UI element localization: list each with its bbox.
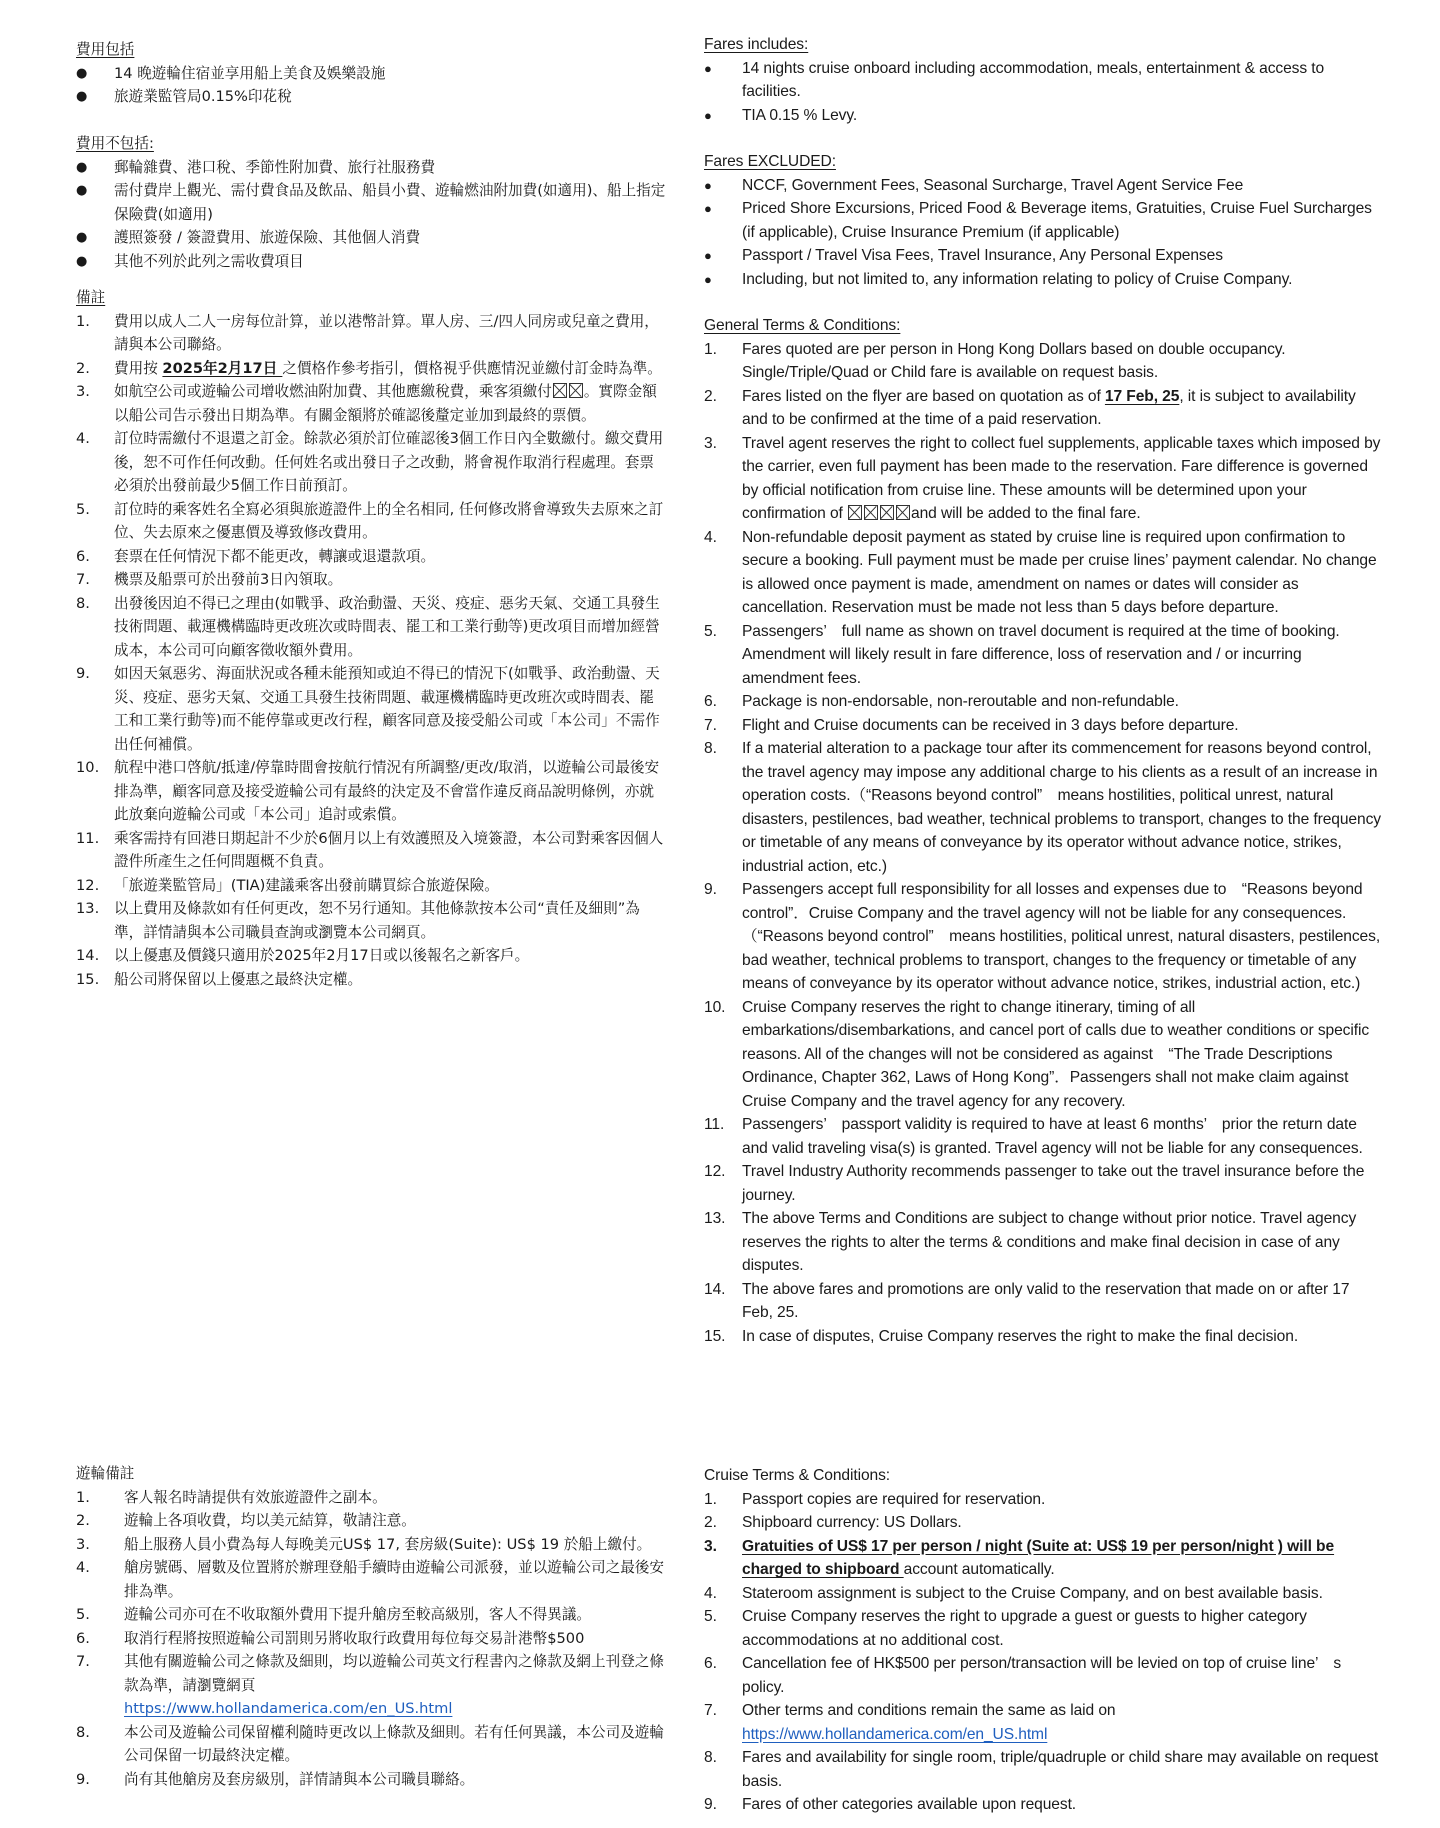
list-item: ● 旅遊業監管局0.15%印花稅 — [76, 85, 666, 109]
list-item: 8. Fares and availability for single room, triple/quadruple or child share may available on request basis. — [704, 1749, 1379, 1790]
en-cruise-terms-section — [704, 1464, 1384, 1817]
hollandamerica-link[interactable]: https://www.hollandamerica.com/en_US.html — [124, 1700, 453, 1717]
list-item: 10. 航程中港口啓航/抵達/停靠時間會按航行情況有所調整/更改/取消，以遊輪公司最後安排為準，顧客同意及接受遊輪公司有最終的決定及不會當作違反商品說明條例，亦就此放棄向遊輪公司或「本公司」追討或索償。 — [76, 759, 660, 823]
bullet-icon: ● — [704, 177, 712, 193]
bullet-icon: ● — [704, 60, 712, 76]
list-item: ● NCCF, Government Fees, Seasonal Surcharge, Travel Agent Service Fee — [704, 174, 1384, 198]
list-item: 7. 其他有關遊輪公司之條款及細則，均以遊輪公司英文行程書內之條款及網上刊登之條款為準，請瀏覽網頁 https://www.hollandamerica.com/en_US.html — [76, 1653, 664, 1717]
list-item: ● 其他不列於此列之需收費項目 — [76, 250, 666, 274]
list-item: ● 14 nights cruise onboard including accommodation, meals, entertainment & access to facilities. — [704, 57, 1384, 104]
list-item: 12. 「旅遊業監管局」(TIA)建議乘客出發前購買綜合旅遊保險。 — [76, 876, 499, 894]
list-item: 11. 乘客需持有回港日期起計不少於6個月以上有效護照及入境簽證，本公司對乘客因個人證件所產生之任何問題概不負責。 — [76, 829, 664, 870]
bullet-icon: ● — [76, 230, 88, 245]
list-item: 1. Passport copies are required for reservation. — [704, 1490, 1046, 1508]
list-item: 2. Shipboard currency: US Dollars. — [704, 1514, 962, 1531]
list-item: ● TIA 0.15 % Levy. — [704, 104, 1384, 128]
list-item: 1. 費用以成人二人一房每位計算，並以港幣計算。單人房、三/四人同房或兒童之費用，請與本公司聯絡。 — [76, 312, 659, 353]
list-item: 2. 費用按 2025年2月17日 之價格作參考指引，價格視乎供應情況並繳付訂金時為準。 — [76, 359, 662, 377]
list-item: 4. Non-refundable deposit payment as stated by cruise line is required upon confirmation to secure a booking. Full payment must be made per cruise lines’ payment calendar. No change is allowed once payment is made, amendment on names or dates will consider as cancellation. Reservation must be made not less than 5 days before departure. — [704, 528, 1377, 616]
list-item: 9. Fares of other categories available upon request. — [704, 1796, 1077, 1813]
cn-remarks-heading: 備註 — [76, 289, 106, 306]
list-item: 13. 以上費用及條款如有任何更改，恕不另行通知。其他條款按本公司“責任及細則”為準，詳情請與本公司職員查詢或瀏覽本公司網頁。 — [76, 900, 640, 941]
en-cruise-terms-heading: Cruise Terms & Conditions: — [704, 1467, 891, 1484]
en-general-terms-section — [704, 314, 1384, 1348]
list-item: 1. 客人報名時請提供有效旅遊證件之副本。 — [76, 1488, 387, 1506]
en-fares-excluded-heading: Fares EXCLUDED: — [704, 153, 836, 170]
hollandamerica-link[interactable]: https://www.hollandamerica.com/en_US.html — [742, 1725, 1048, 1743]
cn-fares-excluded-section — [76, 132, 666, 273]
bullet-icon: ● — [76, 253, 88, 269]
list-item: 9. 如因天氣惡劣、海面狀況或各種未能預知或迫不得已的情況下(如戰爭、政治動盪、天災、疫症、惡劣天氣、交通工具發生技術問題、載運機構臨時更改班次或時間表、罷工和工業行動等)而不能停靠或更改行程，顧客同意及接受船公司或「本公司」不需作出任何補償。 — [76, 665, 660, 753]
list-item: 8. 本公司及遊輪公司保留權利隨時更改以上條款及細則。若有任何異議，本公司及遊輪公司保留一切最終決定權。 — [76, 1723, 664, 1764]
cn-cruise-remarks-section — [76, 1462, 666, 1791]
bullet-icon: ● — [704, 248, 712, 263]
bullet-icon: ● — [76, 89, 88, 104]
en-general-terms-heading: General Terms & Conditions: — [704, 317, 901, 334]
bullet-icon: ● — [76, 183, 88, 198]
missing-glyph-icon — [896, 505, 910, 520]
cn-fares-included-heading: 費用包括 — [76, 41, 135, 58]
missing-glyph-icon — [880, 505, 894, 520]
bullet-icon: ● — [704, 201, 712, 216]
list-item: 2. Fares listed on the flyer are based on quotation as of 17 Feb, 25, it is subject to availability and to be confirmed at the time of a paid reservation. — [704, 387, 1356, 428]
bullet-icon: ● — [704, 107, 712, 123]
bullet-icon: ● — [704, 271, 712, 287]
list-item: 8. 出發後因迫不得已之理由(如戰爭、政治動盪、天災、疫症、惡劣天氣、交通工具發生技術問題、載運機構臨時更改班次或時間表、罷工和工業行動等)更改項目而增加經營成本，本公司可向顧客徵收額外費用。 — [76, 594, 660, 659]
list-item: 5. Cruise Company reserves the right to upgrade a guest or guests to higher category accommodations at no additional cost. — [704, 1608, 1307, 1649]
list-item: 6. Package is non-endorsable, non-reroutable and non-refundable. — [704, 693, 1179, 710]
cn-remarks-section — [76, 286, 666, 991]
list-item: 3. Gratuities of US$ 17 per person / night (Suite at: US$ 19 per person/night ) will be charged to shipboard account automatically. — [704, 1537, 1335, 1578]
list-item: 6. 套票在任何情況下都不能更改，轉讓或退還款項。 — [76, 547, 436, 565]
list-item: ● 護照簽發 / 簽證費用、旅遊保險、其他個人消費 — [76, 226, 666, 250]
list-item: 11. Passengers’ passport validity is required to have at least 6 months’ prior the return date and valid traveling visa(s) is granted. Travel agency will not be liable for any consequences. — [704, 1116, 1363, 1157]
list-item: 3. 船上服務人員小費為每人每晚美元US$ 17, 套房級(Suite): US$ 19 於船上繳付。 — [76, 1535, 652, 1553]
list-item: ● Passport / Travel Visa Fees, Travel Insurance, Any Personal Expenses — [704, 244, 1384, 268]
list-item: ● Including, but not limited to, any information relating to policy of Cruise Company. — [704, 268, 1384, 292]
highlighted-date: 2025年2月17日 — [162, 359, 283, 377]
list-item: 7. Other terms and conditions remain the same as laid on https://www.hollandamerica.com/en_US.html — [704, 1702, 1116, 1743]
list-item: 9. Passengers accept full responsibility for all losses and expenses due to “Reasons beyond control”．Cruise Company and the travel agency will not be liable for any consequences.（“Reasons beyond control” means hostilities, political unrest, natural disasters, pestilences, bad weather, technical problems to transport, changes to the frequency or timetable of any means of conveyance by its operator without advance notice, strikes, industrial action, etc.) — [704, 881, 1381, 992]
missing-glyph-icon — [864, 505, 878, 520]
list-item: 6. Cancellation fee of HK$500 per person/transaction will be levied on top of cruise line’ s policy. — [704, 1655, 1342, 1696]
list-item: ● 14 晚遊輪住宿並享用船上美食及娛樂設施 — [76, 62, 666, 86]
list-item: 13. The above Terms and Conditions are subject to change without prior notice. Travel agency reserves the rights to alter the terms & conditions and make final decision in case of any disputes. — [704, 1210, 1357, 1274]
en-fares-included-heading: Fares includes: — [704, 36, 809, 53]
list-item: 7. Flight and Cruise documents can be received in 3 days before departure. — [704, 716, 1239, 734]
list-item: 14. The above fares and promotions are only valid to the reservation that made on or after 17 Feb, 25. — [704, 1280, 1350, 1321]
list-item: 14. 以上優惠及價錢只適用於2025年2月17日或以後報名之新客戶。 — [76, 947, 530, 964]
list-item: 10. Cruise Company reserves the right to change itinerary, timing of all embarkations/disembarkations, and cancel port of calls due to weather conditions or specific reasons. All of the changes will not be considered as against “The Trade Descriptions Ordinance, Chapter 362, Laws of Hong Kong”．Passengers shall not make claim against Cruise Company and the travel agency for any recovery. — [704, 998, 1370, 1110]
missing-glyph-icon — [848, 505, 862, 520]
en-fares-excluded-section — [704, 150, 1384, 291]
list-item: ● 郵輪雜費、港口稅、季節性附加費、旅行社服務費 — [76, 156, 666, 180]
missing-glyph-icon — [569, 383, 583, 398]
bullet-icon: ● — [76, 159, 88, 175]
list-item: 5. 訂位時的乘客姓名全寫必須與旅遊證件上的全名相同, 任何修改將會導致失去原來之訂位、失去原來之優惠價及導致修改費用。 — [76, 500, 664, 541]
list-item: 3. Travel agent reserves the right to collect fuel supplements, applicable taxes which imposed by the carrier, even full payment has been made to the reservation. Fare difference is governed by official notification from cruise line. These amounts will be determined upon your confirmation of and will be added to the final fare. — [704, 434, 1381, 522]
list-item: 9. 尚有其他艙房及套房級別，詳情請與本公司職員聯絡。 — [76, 1770, 475, 1788]
bullet-icon: ● — [76, 65, 88, 81]
list-item: 2. 遊輪上各項收費，均以美元結算，敬請注意。 — [76, 1512, 416, 1529]
en-fares-included-section — [704, 33, 1384, 127]
highlighted-date: 17 Feb, 25 — [1104, 387, 1180, 405]
cn-fares-included-section — [76, 38, 666, 109]
cn-cruise-remarks-heading: 遊輪備註 — [76, 1465, 135, 1482]
list-item: 15. In case of disputes, Cruise Company reserves the right to make the final decision. — [704, 1327, 1299, 1345]
list-item: 7. 機票及船票可於出發前3日內領取。 — [76, 571, 343, 588]
cn-fares-excluded-heading: 費用不包括: — [76, 135, 154, 152]
missing-glyph-icon — [553, 383, 567, 398]
list-item: 5. Passengers’ full name as shown on travel document is required at the time of booking. Amendment will likely result in fare difference, loss of reservation and / or incurring amendment fees. — [704, 622, 1340, 687]
list-item: 6. 取消行程將按照遊輪公司罰則另將收取行政費用每位每交易計港幣$500 — [76, 1629, 585, 1647]
list-item: ● Priced Shore Excursions, Priced Food & Beverage items, Gratuities, Cruise Fuel Surcharges (if applicable), Cruise Insurance Premium (if applicable) — [704, 197, 1384, 244]
list-item: 1. Fares quoted are per person in Hong Kong Dollars based on double occupancy. Single/Triple/Quad or Child fare is available on request basis. — [704, 340, 1286, 381]
list-item: 4. 艙房號碼、層數及位置將於辦理登船手續時由遊輪公司派發，並以遊輪公司之最後安排為準。 — [76, 1559, 664, 1600]
list-item: 4. 訂位時需繳付不退還之訂金。餘款必須於訂位確認後3個工作日內全數繳付。繳交費用後，恕不可作任何改動。任何姓名或出發日子之改動，將會視作取消行程處理。套票必須於出發前最少5個工作日前預訂。 — [76, 430, 664, 494]
list-item: 4. Stateroom assignment is subject to the Cruise Company, and on best available basis. — [704, 1584, 1323, 1602]
list-item: 3. 如航空公司或遊輪公司增收燃油附加費、其他應繳稅費，乘客須繳付 。實際金額以船公司告示發出日期為準。有關金額將於確認後釐定並加到最終的票價。 — [76, 383, 657, 424]
list-item: 15. 船公司將保留以上優惠之最終決定權。 — [76, 970, 363, 988]
gratuities-notice: Gratuities of US$ 17 per person / night (Suite at: US$ 19 per person/night ) will be charged to shipboard — [742, 1537, 1335, 1578]
list-item: 12. Travel Industry Authority recommends passenger to take out the travel insurance before the journey. — [704, 1163, 1365, 1204]
list-item: 8. If a material alteration to a package tour after its commencement for reasons beyond control, the travel agency may impose any additional charge to his clients as a result of an increase in operation costs.（“Reasons beyond control” means hostilities, political unrest, natural disasters, pestilences, bad weather, technical problems to transport, changes to the frequency or timetable of any means of conveyance by its operator without advance notice, strikes, industrial action, etc.) — [704, 740, 1381, 875]
list-item: 5. 遊輪公司亦可在不收取額外費用下提升艙房至較高級別，客人不得異議。 — [76, 1606, 592, 1623]
list-item: ● 需付費岸上觀光、需付費食品及飲品、船員小費、遊輪燃油附加費(如適用)、船上指定保險費(如適用) — [76, 179, 666, 226]
